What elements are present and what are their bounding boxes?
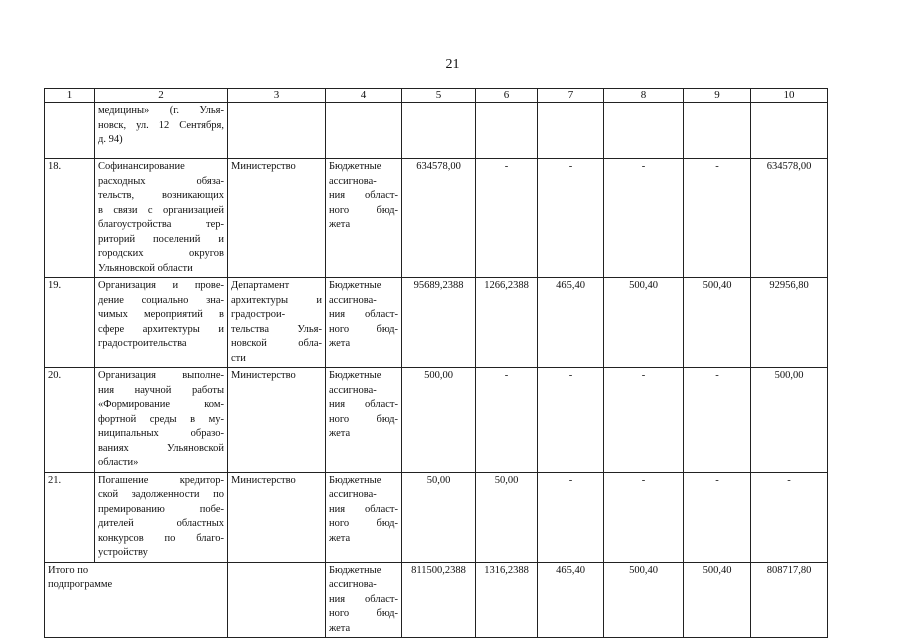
cell-line: подпрограмме (48, 579, 113, 590)
amount-cell: - (538, 159, 604, 278)
cell-line: ния област- (329, 190, 398, 201)
cell-line: Министерство (231, 370, 296, 381)
amount-cell: 1316,2388 (476, 562, 538, 638)
cell-line: ного бюд- (329, 413, 398, 425)
cell-line: ской задолженности по (98, 489, 224, 500)
column-number: 9 (684, 89, 751, 103)
amount-cell: - (604, 472, 684, 562)
executor-cell (228, 103, 326, 159)
funding-source-cell (326, 368, 402, 473)
cell-line: Ульяновской области (98, 262, 193, 274)
cell-line: в связи с организацией (98, 204, 224, 216)
amount-cell: 500,40 (684, 278, 751, 368)
funding-source-cell (326, 103, 402, 159)
table-row (45, 159, 828, 278)
cell-line: медицины» (г. Улья- (98, 105, 224, 116)
cell-line: ния област- (329, 503, 398, 515)
cell-line: Организация и прове- (98, 280, 224, 291)
cell-line: Бюджетные (329, 564, 382, 576)
cell-line: расходных обяза- (98, 175, 224, 187)
amount-cell: 50,00 (402, 472, 476, 562)
cell-line: Организация выполне- (98, 370, 224, 381)
measure-name-cell (95, 278, 228, 368)
amount-cell: - (684, 159, 751, 278)
executor-cell (228, 278, 326, 368)
cell-line: чимых мероприятий в (98, 309, 224, 320)
cell-line: жета (329, 622, 351, 634)
cell-line: ния област- (329, 309, 398, 320)
executor-cell (228, 159, 326, 278)
page-number: 21 (445, 57, 460, 72)
cell-line: дителей областных (98, 518, 224, 529)
cell-line: Бюджетные (329, 474, 382, 486)
amount-cell: 500,40 (684, 562, 751, 638)
measure-name-cell (95, 159, 228, 278)
column-number-row (45, 89, 828, 103)
cell-line: области» (98, 457, 139, 468)
row-number-cell (45, 103, 95, 159)
funding-source-cell (326, 562, 402, 638)
cell-line: ниципальных образо- (98, 428, 224, 439)
amount-cell: - (684, 368, 751, 473)
column-number: 3 (228, 89, 326, 103)
amount-cell: 634578,00 (751, 159, 828, 278)
cell-line: ассигнова- (329, 489, 377, 500)
cell-line: жета (329, 428, 351, 439)
amount-cell: 1266,2388 (476, 278, 538, 368)
funding-source-cell (326, 159, 402, 278)
cell-line: ния област- (329, 593, 398, 605)
column-number: 8 (604, 89, 684, 103)
funding-source-cell (326, 472, 402, 562)
amount-cell: 808717,80 (751, 562, 828, 638)
measure-name-cell (95, 472, 228, 562)
row-number-cell: 21. (45, 472, 95, 562)
column-number: 6 (476, 89, 538, 103)
row-number-cell: 19. (45, 278, 95, 368)
amount-cell: 50,00 (476, 472, 538, 562)
table-row (45, 278, 828, 368)
funding-source-cell (326, 278, 402, 368)
table-row (45, 103, 828, 159)
cell-line: ного бюд- (329, 323, 398, 335)
amount-cell: - (476, 159, 538, 278)
cell-line: ваниях Ульяновской (98, 442, 224, 454)
cell-line: ассигнова- (329, 175, 377, 187)
cell-line: тельств, возникающих (98, 190, 224, 201)
amount-cell: - (538, 472, 604, 562)
amount-cell: 465,40 (538, 278, 604, 368)
cell-line: премированию побе- (98, 503, 224, 515)
amount-cell: - (604, 159, 684, 278)
cell-line: конкурсов по благо- (98, 532, 224, 544)
amount-cell: - (684, 472, 751, 562)
amount-cell (476, 103, 538, 159)
cell-line: ассигнова- (329, 384, 377, 396)
cell-line: ассигнова- (329, 579, 377, 590)
measure-name-cell (95, 103, 228, 159)
column-number: 4 (326, 89, 402, 103)
cell-line: ного бюд- (329, 518, 398, 529)
amount-cell: - (751, 472, 828, 562)
amount-cell (402, 103, 476, 159)
amount-cell: 811500,2388 (402, 562, 476, 638)
cell-line: Министерство (231, 474, 296, 486)
amount-cell: 95689,2388 (402, 278, 476, 368)
amount-cell: 92956,80 (751, 278, 828, 368)
executor-cell (228, 562, 326, 638)
measure-name-cell (95, 368, 228, 473)
cell-line: ассигнова- (329, 294, 377, 306)
cell-line: ния научной работы (98, 384, 224, 396)
cell-line: дение социально зна- (98, 294, 224, 306)
amount-cell: 500,00 (751, 368, 828, 473)
row-number-cell: 18. (45, 159, 95, 278)
amount-cell: 500,40 (604, 562, 684, 638)
cell-line: Итого по (48, 564, 89, 576)
amount-cell: - (538, 368, 604, 473)
cell-line: ного бюд- (329, 608, 398, 619)
column-number: 7 (538, 89, 604, 103)
cell-line: Бюджетные (329, 370, 382, 381)
cell-line: ния област- (329, 399, 398, 410)
amount-cell: 500,40 (604, 278, 684, 368)
cell-line: риторий поселений и (98, 233, 224, 245)
amount-cell: 465,40 (538, 562, 604, 638)
amount-cell: - (476, 368, 538, 473)
cell-line: Департамент (231, 280, 290, 291)
cell-line: новск, ул. 12 Сентября, (98, 119, 224, 131)
cell-line: архитектуры и (231, 294, 322, 306)
table-row (45, 368, 828, 473)
table-body (45, 89, 828, 638)
cell-line: Министерство (231, 161, 296, 172)
amount-cell: - (604, 368, 684, 473)
cell-line: д. 94) (98, 134, 123, 145)
cell-line: фортной среды в му- (98, 413, 224, 425)
cell-line: жета (329, 532, 351, 544)
cell-line: Погашение кредитор- (98, 474, 224, 486)
row-number-cell: 20. (45, 368, 95, 473)
column-number: 10 (751, 89, 828, 103)
amount-cell (538, 103, 604, 159)
cell-line: градостроительства (98, 338, 187, 349)
total-label-cell (45, 562, 228, 638)
amount-cell (604, 103, 684, 159)
amount-cell: 634578,00 (402, 159, 476, 278)
column-number: 5 (402, 89, 476, 103)
cell-line: «Формирование ком- (98, 399, 224, 410)
cell-line: жета (329, 338, 351, 349)
amount-cell (684, 103, 751, 159)
cell-line: жета (329, 219, 351, 230)
executor-cell (228, 472, 326, 562)
amount-cell (751, 103, 828, 159)
cell-line: городских округов (98, 248, 224, 259)
cell-line: сти (231, 352, 246, 364)
column-number: 1 (45, 89, 95, 103)
executor-cell (228, 368, 326, 473)
total-row (45, 562, 828, 638)
cell-line: Бюджетные (329, 280, 382, 291)
cell-line: Бюджетные (329, 161, 382, 172)
table-row (45, 472, 828, 562)
column-number: 2 (95, 89, 228, 103)
cell-line: благоустройства тер- (98, 219, 224, 230)
cell-line: устройству (98, 547, 148, 558)
budget-table (44, 88, 828, 638)
cell-line: сфере архитектуры и (98, 323, 224, 335)
cell-line: тельства Улья- (231, 323, 322, 335)
cell-line: Софинансирование (98, 161, 185, 172)
cell-line: новской обла- (231, 338, 322, 349)
cell-line: градострои- (231, 309, 286, 320)
amount-cell: 500,00 (402, 368, 476, 473)
cell-line: ного бюд- (329, 204, 398, 216)
